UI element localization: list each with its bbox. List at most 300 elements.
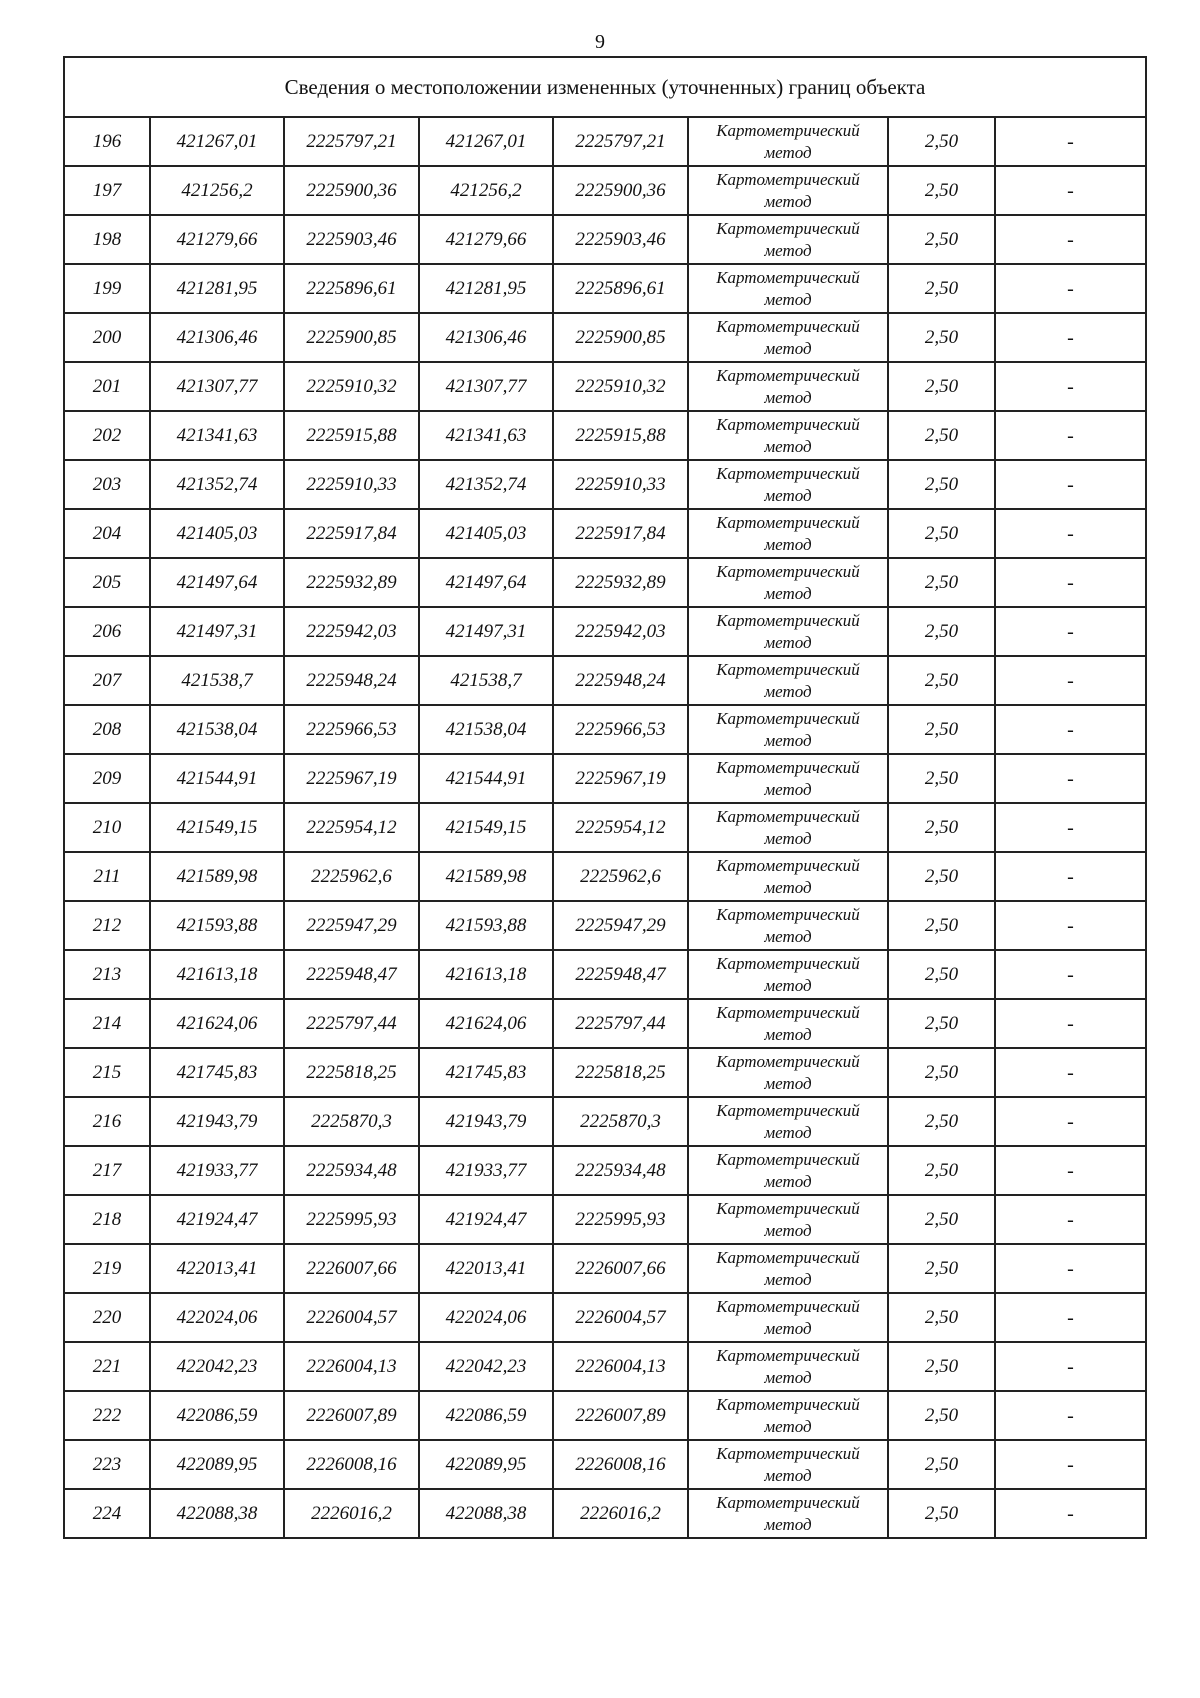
x-refined-cell: 421307,77 [419, 362, 553, 411]
point-number-cell: 217 [64, 1146, 150, 1195]
table-row [64, 1244, 1146, 1293]
method-line-2: метод [764, 1269, 812, 1289]
table-body [64, 57, 1146, 1538]
point-number-cell: 210 [64, 803, 150, 852]
x-existing-cell: 421497,31 [150, 607, 284, 656]
note-cell: - [995, 901, 1146, 950]
y-existing-cell: 2226004,13 [284, 1342, 419, 1391]
method-line-2: метод [764, 926, 812, 946]
method-cell [688, 1146, 888, 1195]
x-refined-cell: 421593,88 [419, 901, 553, 950]
y-refined-cell: 2225948,47 [553, 950, 688, 999]
method-line-1: Картометрический [716, 1492, 860, 1512]
note-cell: - [995, 117, 1146, 166]
point-number-cell: 209 [64, 754, 150, 803]
note-cell: - [995, 1097, 1146, 1146]
method-line-1: Картометрический [716, 953, 860, 973]
y-refined-cell: 2226008,16 [553, 1440, 688, 1489]
table-row [64, 705, 1146, 754]
y-refined-cell: 2226004,13 [553, 1342, 688, 1391]
method-line-1: Картометрический [716, 904, 860, 924]
accuracy-cell: 2,50 [888, 803, 995, 852]
note-cell: - [995, 1391, 1146, 1440]
note-cell: - [995, 1146, 1146, 1195]
y-existing-cell: 2225967,19 [284, 754, 419, 803]
accuracy-cell: 2,50 [888, 117, 995, 166]
method-line-1: Картометрический [716, 1296, 860, 1316]
x-refined-cell: 421352,74 [419, 460, 553, 509]
x-existing-cell: 421924,47 [150, 1195, 284, 1244]
y-existing-cell: 2225900,85 [284, 313, 419, 362]
method-line-1: Картометрический [716, 1247, 860, 1267]
accuracy-cell: 2,50 [888, 999, 995, 1048]
method-line-2: метод [764, 387, 812, 407]
point-number-cell: 219 [64, 1244, 150, 1293]
y-refined-cell: 2225910,32 [553, 362, 688, 411]
x-refined-cell: 421544,91 [419, 754, 553, 803]
x-existing-cell: 421307,77 [150, 362, 284, 411]
method-line-1: Картометрический [716, 708, 860, 728]
method-line-2: метод [764, 975, 812, 995]
method-line-1: Картометрический [716, 1002, 860, 1022]
method-line-2: метод [764, 1024, 812, 1044]
y-existing-cell: 2225915,88 [284, 411, 419, 460]
table-row [64, 607, 1146, 656]
method-cell [688, 313, 888, 362]
y-existing-cell: 2226016,2 [284, 1489, 419, 1538]
y-refined-cell: 2225903,46 [553, 215, 688, 264]
point-number-cell: 218 [64, 1195, 150, 1244]
method-line-1: Картометрический [716, 267, 860, 287]
y-existing-cell: 2225962,6 [284, 852, 419, 901]
method-cell [688, 166, 888, 215]
accuracy-cell: 2,50 [888, 1146, 995, 1195]
method-cell [688, 1244, 888, 1293]
table-row [64, 509, 1146, 558]
method-line-2: метод [764, 1122, 812, 1142]
method-line-2: метод [764, 632, 812, 652]
method-line-1: Картометрический [716, 757, 860, 777]
table-row [64, 166, 1146, 215]
point-number-cell: 199 [64, 264, 150, 313]
table-row [64, 1097, 1146, 1146]
accuracy-cell: 2,50 [888, 411, 995, 460]
method-line-2: метод [764, 436, 812, 456]
x-refined-cell: 422088,38 [419, 1489, 553, 1538]
x-refined-cell: 421497,31 [419, 607, 553, 656]
method-cell [688, 656, 888, 705]
point-number-cell: 214 [64, 999, 150, 1048]
method-cell [688, 1489, 888, 1538]
method-line-2: метод [764, 191, 812, 211]
y-refined-cell: 2225910,33 [553, 460, 688, 509]
y-refined-cell: 2226016,2 [553, 1489, 688, 1538]
x-existing-cell: 421352,74 [150, 460, 284, 509]
point-number-cell: 203 [64, 460, 150, 509]
method-line-2: метод [764, 877, 812, 897]
y-existing-cell: 2225942,03 [284, 607, 419, 656]
method-line-2: метод [764, 289, 812, 309]
note-cell: - [995, 1244, 1146, 1293]
y-existing-cell: 2225948,24 [284, 656, 419, 705]
x-existing-cell: 421405,03 [150, 509, 284, 558]
y-refined-cell: 2225917,84 [553, 509, 688, 558]
y-refined-cell: 2225896,61 [553, 264, 688, 313]
table-row [64, 1342, 1146, 1391]
point-number-cell: 213 [64, 950, 150, 999]
method-line-2: метод [764, 1171, 812, 1191]
y-refined-cell: 2225900,36 [553, 166, 688, 215]
method-line-1: Картометрический [716, 659, 860, 679]
method-line-2: метод [764, 1514, 812, 1534]
y-existing-cell: 2226007,66 [284, 1244, 419, 1293]
method-cell [688, 264, 888, 313]
x-existing-cell: 421933,77 [150, 1146, 284, 1195]
method-line-2: метод [764, 534, 812, 554]
method-line-1: Картометрический [716, 610, 860, 630]
accuracy-cell: 2,50 [888, 1342, 995, 1391]
table-title: Сведения о местоположении измененных (уточненных) границ объекта [64, 57, 1146, 117]
table-row [64, 1489, 1146, 1538]
method-cell [688, 460, 888, 509]
y-existing-cell: 2225903,46 [284, 215, 419, 264]
x-existing-cell: 421549,15 [150, 803, 284, 852]
accuracy-cell: 2,50 [888, 1048, 995, 1097]
method-cell [688, 1097, 888, 1146]
coordinates-table [63, 56, 1147, 1539]
y-refined-cell: 2225818,25 [553, 1048, 688, 1097]
y-refined-cell: 2226004,57 [553, 1293, 688, 1342]
x-refined-cell: 421281,95 [419, 264, 553, 313]
table-row [64, 950, 1146, 999]
table-row [64, 999, 1146, 1048]
method-line-1: Картометрический [716, 316, 860, 336]
method-cell [688, 558, 888, 607]
x-existing-cell: 421544,91 [150, 754, 284, 803]
accuracy-cell: 2,50 [888, 656, 995, 705]
table-row [64, 460, 1146, 509]
note-cell: - [995, 1048, 1146, 1097]
table-row [64, 117, 1146, 166]
x-existing-cell: 422089,95 [150, 1440, 284, 1489]
method-line-1: Картометрический [716, 169, 860, 189]
point-number-cell: 208 [64, 705, 150, 754]
x-existing-cell: 421538,7 [150, 656, 284, 705]
y-refined-cell: 2225995,93 [553, 1195, 688, 1244]
y-refined-cell: 2225870,3 [553, 1097, 688, 1146]
y-refined-cell: 2225948,24 [553, 656, 688, 705]
method-cell [688, 901, 888, 950]
method-line-1: Картометрический [716, 1051, 860, 1071]
table-row [64, 264, 1146, 313]
note-cell: - [995, 215, 1146, 264]
y-refined-cell: 2225797,21 [553, 117, 688, 166]
method-cell [688, 950, 888, 999]
x-refined-cell: 422089,95 [419, 1440, 553, 1489]
note-cell: - [995, 1489, 1146, 1538]
x-refined-cell: 421589,98 [419, 852, 553, 901]
point-number-cell: 215 [64, 1048, 150, 1097]
point-number-cell: 222 [64, 1391, 150, 1440]
y-existing-cell: 2226007,89 [284, 1391, 419, 1440]
note-cell: - [995, 1195, 1146, 1244]
accuracy-cell: 2,50 [888, 1195, 995, 1244]
point-number-cell: 197 [64, 166, 150, 215]
x-refined-cell: 421624,06 [419, 999, 553, 1048]
accuracy-cell: 2,50 [888, 558, 995, 607]
point-number-cell: 211 [64, 852, 150, 901]
y-existing-cell: 2225932,89 [284, 558, 419, 607]
y-existing-cell: 2226008,16 [284, 1440, 419, 1489]
note-cell: - [995, 656, 1146, 705]
x-refined-cell: 421924,47 [419, 1195, 553, 1244]
y-existing-cell: 2225966,53 [284, 705, 419, 754]
accuracy-cell: 2,50 [888, 901, 995, 950]
method-line-1: Картометрический [716, 855, 860, 875]
accuracy-cell: 2,50 [888, 705, 995, 754]
table-row [64, 1146, 1146, 1195]
accuracy-cell: 2,50 [888, 460, 995, 509]
x-existing-cell: 422042,23 [150, 1342, 284, 1391]
note-cell: - [995, 411, 1146, 460]
x-existing-cell: 421745,83 [150, 1048, 284, 1097]
accuracy-cell: 2,50 [888, 1391, 995, 1440]
y-refined-cell: 2226007,66 [553, 1244, 688, 1293]
x-refined-cell: 422024,06 [419, 1293, 553, 1342]
method-line-2: метод [764, 1416, 812, 1436]
point-number-cell: 216 [64, 1097, 150, 1146]
method-line-2: метод [764, 1073, 812, 1093]
point-number-cell: 206 [64, 607, 150, 656]
x-existing-cell: 421306,46 [150, 313, 284, 362]
method-cell [688, 509, 888, 558]
y-existing-cell: 2225948,47 [284, 950, 419, 999]
method-cell [688, 1195, 888, 1244]
note-cell: - [995, 362, 1146, 411]
y-existing-cell: 2225995,93 [284, 1195, 419, 1244]
method-line-1: Картометрический [716, 1149, 860, 1169]
x-existing-cell: 421341,63 [150, 411, 284, 460]
point-number-cell: 223 [64, 1440, 150, 1489]
accuracy-cell: 2,50 [888, 950, 995, 999]
method-line-2: метод [764, 681, 812, 701]
point-number-cell: 205 [64, 558, 150, 607]
accuracy-cell: 2,50 [888, 607, 995, 656]
point-number-cell: 201 [64, 362, 150, 411]
method-cell [688, 607, 888, 656]
x-refined-cell: 421538,04 [419, 705, 553, 754]
method-cell [688, 852, 888, 901]
point-number-cell: 212 [64, 901, 150, 950]
method-line-2: метод [764, 583, 812, 603]
x-existing-cell: 421281,95 [150, 264, 284, 313]
method-line-2: метод [764, 1318, 812, 1338]
x-existing-cell: 421943,79 [150, 1097, 284, 1146]
x-existing-cell: 422086,59 [150, 1391, 284, 1440]
accuracy-cell: 2,50 [888, 852, 995, 901]
x-existing-cell: 421279,66 [150, 215, 284, 264]
note-cell: - [995, 264, 1146, 313]
method-cell [688, 362, 888, 411]
table-row [64, 313, 1146, 362]
y-refined-cell: 2225932,89 [553, 558, 688, 607]
y-existing-cell: 2225910,32 [284, 362, 419, 411]
y-refined-cell: 2225942,03 [553, 607, 688, 656]
x-refined-cell: 421405,03 [419, 509, 553, 558]
method-line-2: метод [764, 779, 812, 799]
method-cell [688, 411, 888, 460]
x-refined-cell: 422013,41 [419, 1244, 553, 1293]
table-row [64, 1440, 1146, 1489]
x-refined-cell: 421933,77 [419, 1146, 553, 1195]
table-row [64, 754, 1146, 803]
method-cell [688, 1048, 888, 1097]
point-number-cell: 198 [64, 215, 150, 264]
method-line-1: Картометрический [716, 1100, 860, 1120]
y-refined-cell: 2225934,48 [553, 1146, 688, 1195]
method-cell [688, 999, 888, 1048]
y-existing-cell: 2225896,61 [284, 264, 419, 313]
x-refined-cell: 422086,59 [419, 1391, 553, 1440]
x-existing-cell: 421267,01 [150, 117, 284, 166]
x-refined-cell: 421279,66 [419, 215, 553, 264]
method-line-2: метод [764, 485, 812, 505]
x-refined-cell: 421538,7 [419, 656, 553, 705]
x-existing-cell: 421538,04 [150, 705, 284, 754]
method-line-1: Картометрический [716, 414, 860, 434]
x-existing-cell: 421613,18 [150, 950, 284, 999]
table-row [64, 362, 1146, 411]
y-refined-cell: 2225967,19 [553, 754, 688, 803]
accuracy-cell: 2,50 [888, 166, 995, 215]
table-row [64, 901, 1146, 950]
note-cell: - [995, 1293, 1146, 1342]
accuracy-cell: 2,50 [888, 1489, 995, 1538]
note-cell: - [995, 852, 1146, 901]
table-row [64, 1048, 1146, 1097]
table-title-row [64, 57, 1146, 117]
note-cell: - [995, 705, 1146, 754]
table-row [64, 215, 1146, 264]
method-cell [688, 1440, 888, 1489]
accuracy-cell: 2,50 [888, 1293, 995, 1342]
y-existing-cell: 2225797,44 [284, 999, 419, 1048]
x-existing-cell: 421624,06 [150, 999, 284, 1048]
accuracy-cell: 2,50 [888, 1244, 995, 1293]
accuracy-cell: 2,50 [888, 215, 995, 264]
point-number-cell: 200 [64, 313, 150, 362]
x-refined-cell: 421306,46 [419, 313, 553, 362]
point-number-cell: 196 [64, 117, 150, 166]
accuracy-cell: 2,50 [888, 264, 995, 313]
method-line-1: Картометрический [716, 561, 860, 581]
y-existing-cell: 2225947,29 [284, 901, 419, 950]
accuracy-cell: 2,50 [888, 313, 995, 362]
method-cell [688, 117, 888, 166]
point-number-cell: 221 [64, 1342, 150, 1391]
y-refined-cell: 2225797,44 [553, 999, 688, 1048]
note-cell: - [995, 313, 1146, 362]
y-existing-cell: 2225797,21 [284, 117, 419, 166]
x-refined-cell: 421613,18 [419, 950, 553, 999]
method-line-1: Картометрический [716, 1345, 860, 1365]
method-cell [688, 803, 888, 852]
x-existing-cell: 421256,2 [150, 166, 284, 215]
method-line-2: метод [764, 142, 812, 162]
x-existing-cell: 422013,41 [150, 1244, 284, 1293]
method-line-2: метод [764, 240, 812, 260]
table-row [64, 656, 1146, 705]
method-cell [688, 754, 888, 803]
note-cell: - [995, 509, 1146, 558]
method-cell [688, 1342, 888, 1391]
method-line-1: Картометрический [716, 1394, 860, 1414]
method-line-2: метод [764, 1220, 812, 1240]
accuracy-cell: 2,50 [888, 362, 995, 411]
point-number-cell: 220 [64, 1293, 150, 1342]
x-refined-cell: 421341,63 [419, 411, 553, 460]
y-existing-cell: 2225870,3 [284, 1097, 419, 1146]
x-refined-cell: 421267,01 [419, 117, 553, 166]
method-line-2: метод [764, 1367, 812, 1387]
x-existing-cell: 421497,64 [150, 558, 284, 607]
x-existing-cell: 422088,38 [150, 1489, 284, 1538]
method-line-1: Картометрический [716, 365, 860, 385]
accuracy-cell: 2,50 [888, 1097, 995, 1146]
table-row [64, 411, 1146, 460]
method-line-1: Картометрический [716, 1443, 860, 1463]
x-refined-cell: 422042,23 [419, 1342, 553, 1391]
table-row [64, 852, 1146, 901]
method-line-2: метод [764, 828, 812, 848]
y-existing-cell: 2225934,48 [284, 1146, 419, 1195]
x-refined-cell: 421549,15 [419, 803, 553, 852]
table-row [64, 803, 1146, 852]
note-cell: - [995, 166, 1146, 215]
method-line-2: метод [764, 730, 812, 750]
y-existing-cell: 2225954,12 [284, 803, 419, 852]
note-cell: - [995, 950, 1146, 999]
note-cell: - [995, 558, 1146, 607]
y-existing-cell: 2226004,57 [284, 1293, 419, 1342]
table-row [64, 1391, 1146, 1440]
y-refined-cell: 2225947,29 [553, 901, 688, 950]
note-cell: - [995, 1440, 1146, 1489]
method-line-1: Картометрический [716, 512, 860, 532]
point-number-cell: 207 [64, 656, 150, 705]
y-refined-cell: 2226007,89 [553, 1391, 688, 1440]
note-cell: - [995, 803, 1146, 852]
x-refined-cell: 421943,79 [419, 1097, 553, 1146]
x-refined-cell: 421745,83 [419, 1048, 553, 1097]
method-line-1: Картометрический [716, 806, 860, 826]
method-line-2: метод [764, 338, 812, 358]
note-cell: - [995, 607, 1146, 656]
method-cell [688, 1391, 888, 1440]
x-existing-cell: 422024,06 [150, 1293, 284, 1342]
y-refined-cell: 2225954,12 [553, 803, 688, 852]
y-existing-cell: 2225818,25 [284, 1048, 419, 1097]
table-row [64, 1195, 1146, 1244]
method-line-2: метод [764, 1465, 812, 1485]
table-row [64, 1293, 1146, 1342]
note-cell: - [995, 460, 1146, 509]
accuracy-cell: 2,50 [888, 1440, 995, 1489]
x-existing-cell: 421589,98 [150, 852, 284, 901]
method-line-1: Картометрический [716, 1198, 860, 1218]
y-existing-cell: 2225900,36 [284, 166, 419, 215]
y-refined-cell: 2225915,88 [553, 411, 688, 460]
